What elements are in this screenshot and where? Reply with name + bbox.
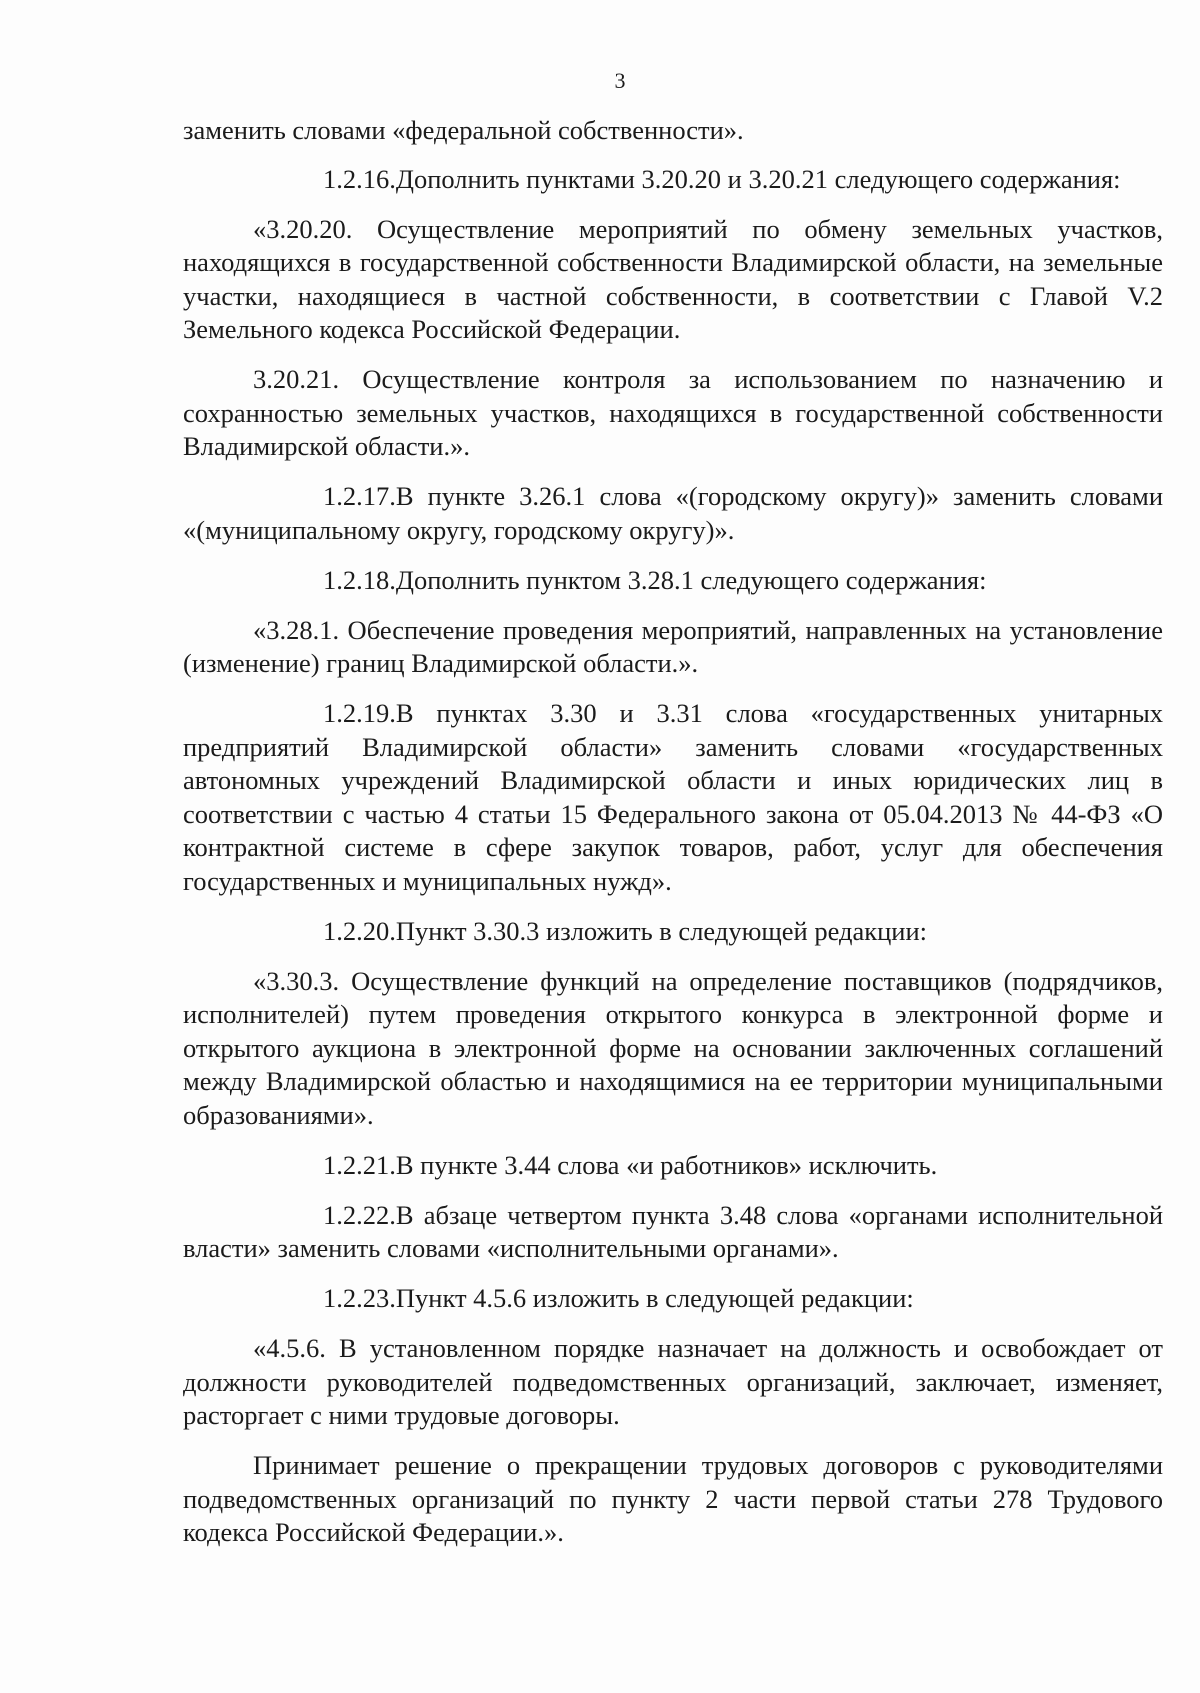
- item-number: 1.2.20.: [323, 915, 396, 946]
- paragraph-4-5-6-continued: [183, 1449, 1163, 1550]
- paragraph-text: «3.20.20. Осуществление мероприятий по обмену земельных участков, находящихся в государственной собственности Владимирской области, на земельные участки, находящиеся в частной собственности, в соответствии с Главой V.2 Земельного кодекса Российской Федерации.: [183, 213, 1163, 344]
- paragraph-4-5-6: [183, 1332, 1163, 1433]
- paragraph-text: заменить словами «федеральной собственности».: [183, 115, 744, 145]
- paragraph-1-2-16: [183, 163, 1163, 197]
- paragraph-3-30-3: [183, 965, 1163, 1133]
- paragraph-3-28-1: [183, 614, 1163, 681]
- paragraph-text: Пункт 3.30.3 изложить в следующей редакции:: [395, 915, 928, 946]
- paragraph-1-2-22: [183, 1199, 1163, 1266]
- paragraph-1-2-23: [183, 1282, 1163, 1316]
- paragraph-text: «3.30.3. Осуществление функций на определение поставщиков (подрядчиков, исполнителей) путем проведения открытого конкурса в электронной форме и открытого аукциона в электронной форме на основании заключенных соглашений между Владимирской областью и находящимися на ее территории муниципальными образованиями».: [183, 965, 1163, 1130]
- paragraph-text: «3.28.1. Обеспечение проведения мероприятий, направленных на установление (изменение) границ Владимирской области.».: [183, 614, 1163, 678]
- paragraph-1-2-17: [183, 480, 1163, 547]
- page-number: 3: [614, 68, 626, 93]
- paragraph-text: Дополнить пунктом 3.28.1 следующего содержания:: [395, 564, 987, 595]
- paragraph-1-2-18: [183, 564, 1163, 598]
- item-number: 1.2.22.: [323, 1199, 396, 1230]
- paragraph-text: В пункте 3.44 слова «и работников» исключить.: [395, 1149, 938, 1180]
- paragraph-text: В абзаце четвертом пункта 3.48 слова «органами исполнительной власти» заменить словами «исполнительными органами».: [183, 1199, 1163, 1263]
- item-number: 1.2.18.: [323, 564, 396, 595]
- paragraph-text: В пункте 3.26.1 слова «(городскому округу)» заменить словами «(муниципальному округу, городскому округу)».: [183, 481, 1163, 545]
- item-number: 1.2.17.: [323, 481, 396, 511]
- paragraph-text: «4.5.6. В установленном порядке назначает на должность и освобождает от должности руководителей подведомственных организаций, заключает, изменяет, расторгает с ними трудовые договоры.: [183, 1333, 1163, 1430]
- document-body: [183, 114, 1163, 1566]
- paragraph-continuation: [183, 114, 1163, 148]
- paragraph-3-20-21: [183, 363, 1163, 464]
- item-number: 1.2.23.: [323, 1283, 396, 1313]
- item-number: 1.2.16.: [323, 163, 396, 194]
- paragraph-1-2-20: [183, 915, 1163, 949]
- paragraph-text: В пунктах 3.30 и 3.31 слова «государственных унитарных предприятий Владимирской области» заменить словами «государственных автономных учреждений Владимирской области и иных юридических лиц в соответствии с частью 4 статьи 15 Федерального закона от 05.04.2013 № 44-ФЗ «О контрактной системе в сфере закупок товаров, работ, услуг для обеспечения государственных и муниципальных нужд».: [183, 698, 1163, 896]
- paragraph-text: Дополнить пунктами 3.20.20 и 3.20.21 следующего содержания:: [395, 163, 1121, 194]
- paragraph-text: Пункт 4.5.6 изложить в следующей редакции:: [395, 1283, 914, 1313]
- paragraph-3-20-20: [183, 213, 1163, 347]
- paragraph-text: Принимает решение о прекращении трудовых договоров с руководителями подведомственных организаций по пункту 2 части первой статьи 278 Трудового кодекса Российской Федерации.».: [183, 1450, 1163, 1547]
- item-number: 1.2.21.: [323, 1149, 396, 1180]
- item-number: 1.2.19.: [323, 698, 396, 728]
- paragraph-text: 3.20.21. Осуществление контроля за использованием по назначению и сохранностью земельных участков, находящихся в государственной собственности Владимирской области.».: [183, 364, 1163, 461]
- paragraph-1-2-19: [183, 697, 1163, 898]
- paragraph-1-2-21: [183, 1149, 1163, 1183]
